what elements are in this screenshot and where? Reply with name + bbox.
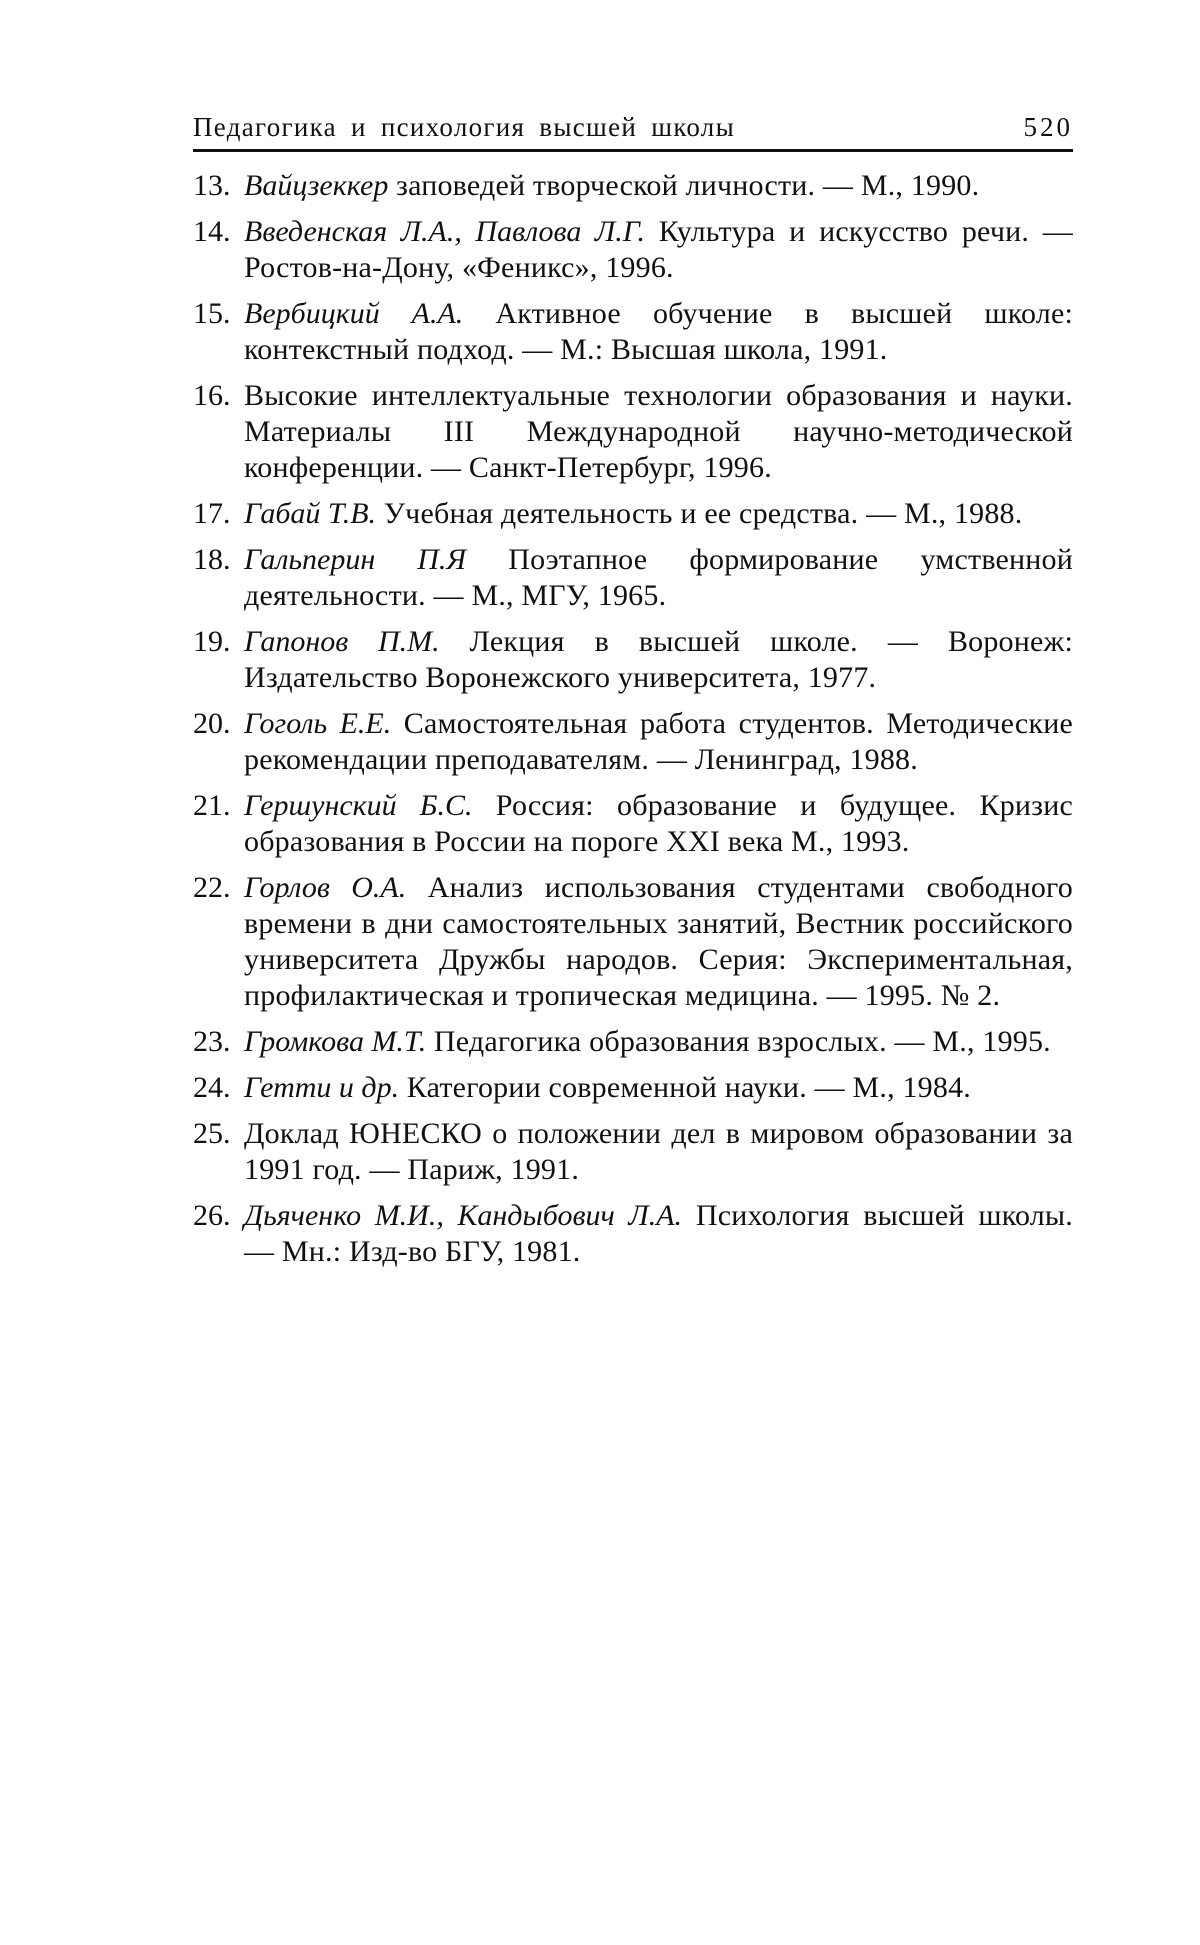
reference-item: [193, 1116, 1073, 1188]
reference-item: [193, 1024, 1073, 1060]
reference-number: 23.: [193, 1025, 231, 1058]
reference-text: Лекция в высшей школе. — Воронеж: Издательство Воронежского университета, 1977.: [244, 625, 1073, 694]
reference-item: [193, 1070, 1073, 1106]
reference-number: 13.: [193, 169, 231, 202]
reference-text: Поэтапное формирование умственной деятельности. — М., МГУ, 1965.: [244, 543, 1073, 612]
reference-item: [193, 542, 1073, 614]
reference-text: Категории современной науки. — М., 1984.: [399, 1071, 971, 1104]
reference-item: [193, 788, 1073, 860]
reference-item: [193, 870, 1073, 1014]
reference-item: [193, 706, 1073, 778]
reference-author: Вайцзеккер: [244, 169, 389, 202]
reference-number: 26.: [193, 1199, 231, 1232]
reference-number: 16.: [193, 379, 231, 412]
reference-text: Психология высшей школы. — Мн.: Изд-во БГУ, 1981.: [244, 1199, 1073, 1268]
running-head: [193, 112, 1073, 152]
reference-text: Доклад ЮНЕСКО о положении дел в мировом образовании за 1991 год. — Париж, 1991.: [244, 1117, 1073, 1186]
reference-author: Дьяченко М.И., Кандыбович Л.А.: [244, 1199, 683, 1232]
reference-author: Габай Т.В.: [244, 497, 377, 530]
reference-author: Гершунский Б.С.: [244, 789, 473, 822]
reference-text: Учебная деятельность и ее средства. — М., 1988.: [376, 497, 1023, 530]
reference-number: 25.: [193, 1117, 231, 1150]
reference-author: Горлов О.А.: [244, 871, 407, 904]
reference-item: [193, 1198, 1073, 1270]
reference-number: 24.: [193, 1071, 231, 1104]
reference-author: Гальперин П.Я: [244, 543, 467, 576]
reference-item: [193, 624, 1073, 696]
reference-item: [193, 496, 1073, 532]
reference-number: 18.: [193, 543, 231, 576]
reference-number: 19.: [193, 625, 231, 658]
book-page: [193, 112, 1073, 1280]
reference-text: Культура и искусство речи. — Ростов-на-Дону, «Феникс», 1996.: [244, 215, 1073, 284]
reference-text: Педагогика образования взрослых. — М., 1995.: [426, 1025, 1051, 1058]
reference-list: [193, 168, 1073, 1270]
reference-number: 17.: [193, 497, 231, 530]
reference-number: 22.: [193, 871, 231, 904]
reference-author: Вербицкий А.А.: [244, 297, 464, 330]
reference-number: 14.: [193, 215, 231, 248]
reference-author: Гапонов П.М.: [244, 625, 440, 658]
reference-author: Гетти и др.: [244, 1071, 400, 1104]
reference-text: Высокие интеллектуальные технологии образования и науки. Материалы III Международной научно-методической конференции. — Санкт-Петербург, 1996.: [244, 379, 1073, 484]
reference-item: [193, 296, 1073, 368]
reference-item: [193, 214, 1073, 286]
reference-text: Анализ использования студентами свободного времени в дни самостоятельных занятий, Вестник российского университета Дружбы народов. Серия: Экспериментальная, профилактическая и тропическая медицина. — 1995. № 2.: [244, 871, 1073, 1012]
reference-text: заповедей творческой личности. — М., 1990.: [388, 169, 980, 202]
reference-item: [193, 378, 1073, 486]
reference-text: Россия: образование и будущее. Кризис образования в России на пороге XXI века М., 1993.: [244, 789, 1073, 858]
reference-author: Гоголь Е.Е.: [244, 707, 392, 740]
reference-number: 20.: [193, 707, 231, 740]
reference-author: Введенская Л.А., Павлова Л.Г.: [244, 215, 646, 248]
reference-text: Самостоятельная работа студентов. Методические рекомендации преподавателям. — Ленинград, 1988.: [244, 707, 1073, 776]
reference-number: 15.: [193, 297, 231, 330]
page-number: 520: [1023, 112, 1073, 142]
running-head-title: Педагогика и психология высшей школы: [193, 112, 736, 142]
reference-text: Активное обучение в высшей школе: контекстный подход. — М.: Высшая школа, 1991.: [244, 297, 1073, 366]
reference-author: Громкова М.Т.: [244, 1025, 427, 1058]
reference-number: 21.: [193, 789, 231, 822]
reference-item: [193, 168, 1073, 204]
